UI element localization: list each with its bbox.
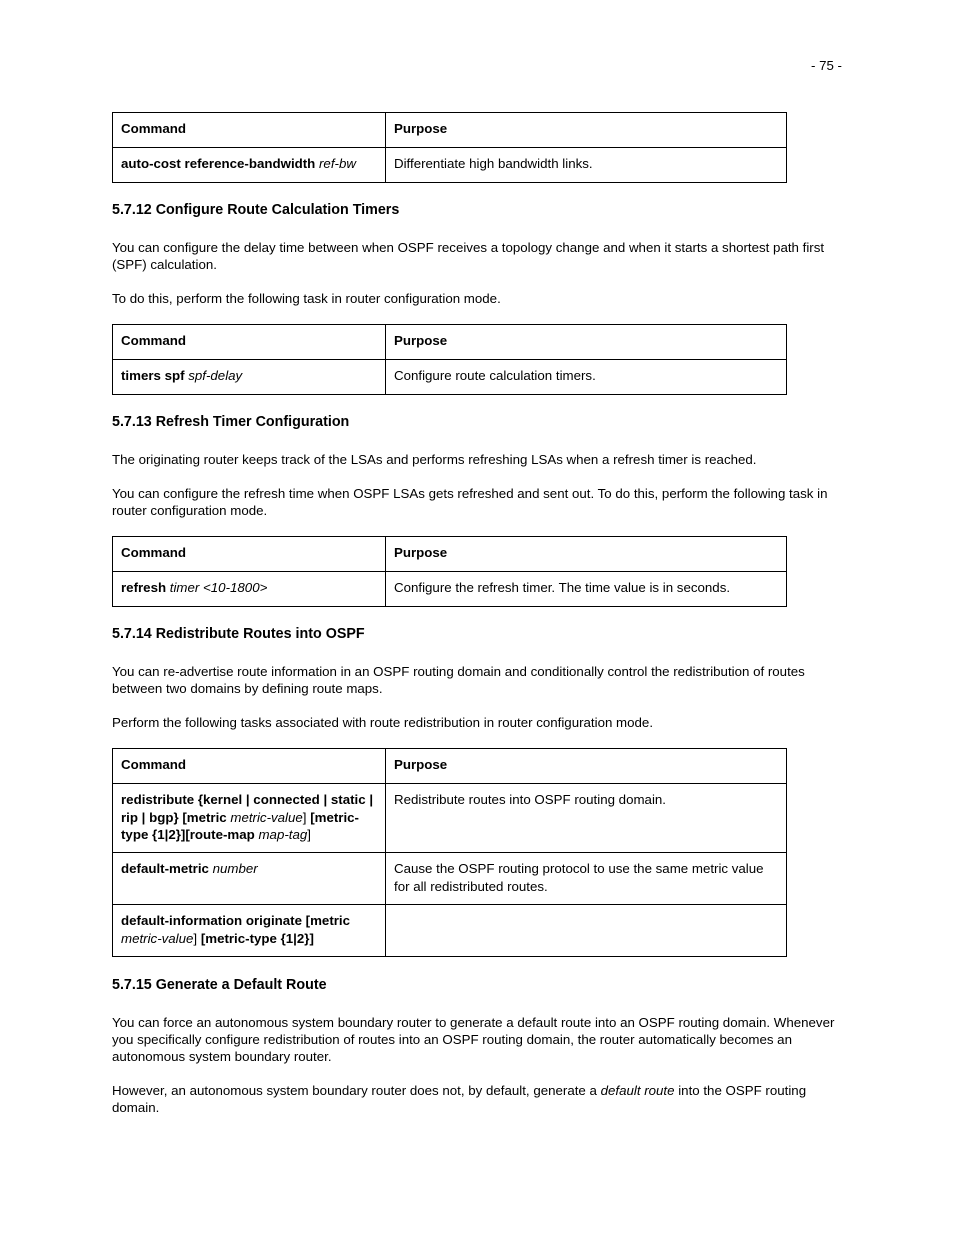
table-row [113, 572, 787, 607]
purpose-cell: Configure route calculation timers. [386, 360, 787, 395]
header-command: Command [113, 537, 386, 572]
command-cell: auto-cost reference-bandwidth ref-bw [113, 148, 386, 183]
paragraph: To do this, perform the following task in router configuration mode. [112, 291, 501, 306]
paragraph: You can force an autonomous system boundary router to generate a default route into an OSPF routing domain. Whenever you specifically configure redistribution of routes into an OSPF routing domain, the router automatically becomes an autonomous system boundary router. [112, 1015, 835, 1065]
header-command: Command [113, 325, 386, 360]
paragraph: However, an autonomous system boundary router does not, by default, generate a default route into the OSPF routing domain. [112, 1083, 807, 1116]
table-row [113, 148, 787, 183]
header-purpose: Purpose [386, 113, 787, 148]
purpose-cell: Configure the refresh timer. The time value is in seconds. [386, 572, 787, 607]
page-number: - 75 - [810, 58, 842, 73]
command-cell: redistribute {kernel | connected | static | rip | bgp} [metric metric-value] [metric-type {1|2}][route-map map-tag] [113, 784, 386, 853]
purpose-cell: Differentiate high bandwidth links. [386, 148, 787, 183]
header-purpose: Purpose [386, 325, 787, 360]
command-table-redistribute [112, 748, 787, 957]
command-cell: timers spf spf-delay [113, 360, 386, 395]
section-heading-5-7-15: 5.7.15 Generate a Default Route [112, 977, 327, 993]
paragraph: You can configure the refresh time when OSPF LSAs gets refreshed and sent out. To do this, perform the following task in router configuration mode. [112, 486, 828, 519]
command-cell: default-metric number [113, 853, 386, 905]
purpose-cell: Cause the OSPF routing protocol to use the same metric value for all redistributed routes. [386, 853, 787, 905]
table-row [113, 853, 787, 905]
section-heading-5-7-12: 5.7.12 Configure Route Calculation Timers [112, 202, 400, 218]
header-command: Command [113, 749, 386, 784]
paragraph: The originating router keeps track of the LSAs and performs refreshing LSAs when a refresh timer is reached. [112, 452, 757, 467]
purpose-cell [386, 905, 787, 957]
header-command: Command [113, 113, 386, 148]
table-row [113, 360, 787, 395]
purpose-cell: Redistribute routes into OSPF routing domain. [386, 784, 787, 853]
section-heading-5-7-14: 5.7.14 Redistribute Routes into OSPF [112, 626, 365, 642]
paragraph: Perform the following tasks associated with route redistribution in router configuration mode. [112, 715, 654, 730]
command-table-timers-spf [112, 324, 787, 395]
section-heading-5-7-13: 5.7.13 Refresh Timer Configuration [112, 414, 350, 430]
command-table-refresh [112, 536, 787, 607]
paragraph: You can configure the delay time between when OSPF receives a topology change and when it starts a shortest path first (SPF) calculation. [112, 240, 825, 273]
command-cell: refresh timer <10-1800> [113, 572, 386, 607]
header-purpose: Purpose [386, 537, 787, 572]
table-row [113, 784, 787, 853]
paragraph: You can re-advertise route information in an OSPF routing domain and conditionally control the redistribution of routes between two domains by defining route maps. [112, 664, 805, 697]
command-cell: default-information originate [metric metric-value] [metric-type {1|2}] [113, 905, 386, 957]
command-table-auto-cost [112, 112, 787, 183]
header-purpose: Purpose [386, 749, 787, 784]
table-row [113, 905, 787, 957]
